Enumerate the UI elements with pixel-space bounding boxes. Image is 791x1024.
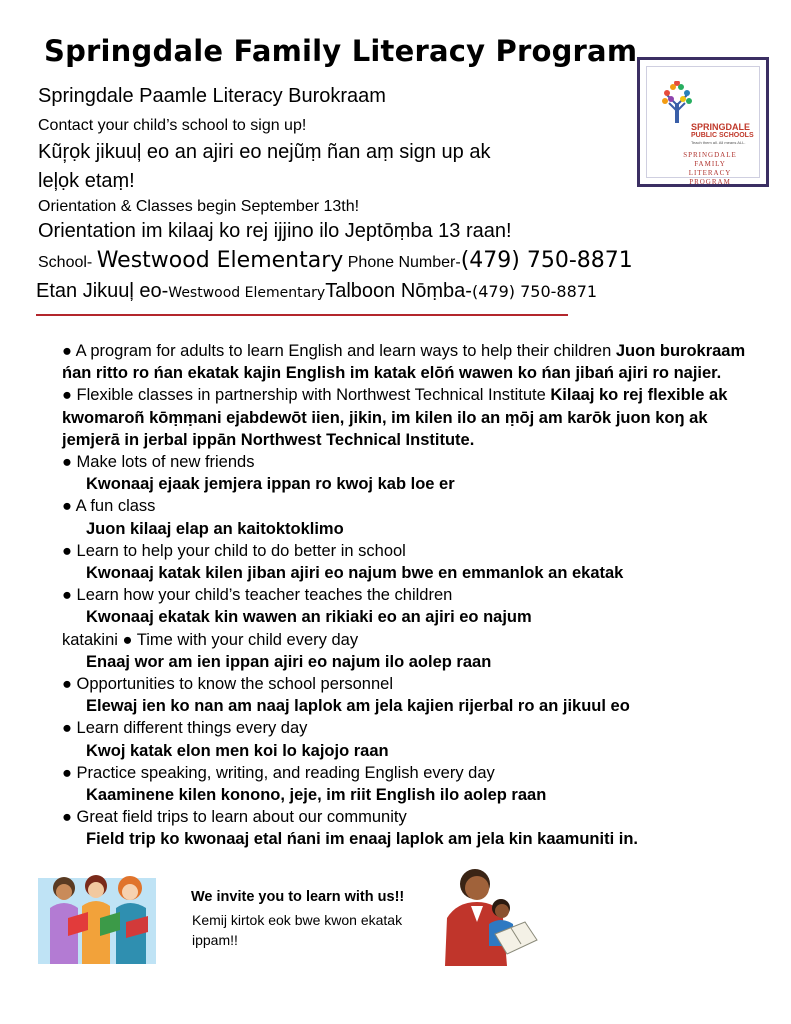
bullet-marshallese: Kwonaaj katak kilen jiban ajiri eo najum bwe en emmanlok an ekatak bbox=[86, 564, 624, 583]
contact-english: Contact your child’s school to sign up! bbox=[38, 117, 307, 134]
bullet-english: ● Flexible classes in partnership with Northwest Technical Institute bbox=[62, 386, 546, 405]
divider-line bbox=[36, 314, 568, 316]
bullet-marshallese: Juon burokraam ńan ritto ro ńan ekatak kajin English im katak elōń wawen ko ńan jibań ajiri ro najier. bbox=[62, 342, 746, 383]
bullet-marshallese: Elewaj ien ko nan am naaj laplok am jela kajien rijerbal ro an jikuul eo bbox=[86, 697, 630, 716]
list-item bbox=[62, 451, 762, 495]
tree-leaf bbox=[668, 96, 674, 102]
page-title: Springdale Family Literacy Program bbox=[44, 34, 638, 68]
bullet-english: katakini ● Time with your child every day bbox=[62, 630, 359, 649]
orientation-english: Orientation & Classes begin September 13th! bbox=[38, 198, 360, 215]
list-item bbox=[62, 495, 762, 539]
bullet-marshallese: Kwonaaj ejaak jemjera ippan ro kwoj kab loe er bbox=[86, 475, 455, 494]
school-name: Westwood Elementary bbox=[96, 248, 344, 273]
bullet-marshallese: Enaaj wor am ien ippan ajiri eo najum ilo aolep raan bbox=[86, 652, 492, 671]
school-label-marshallese: Etan Jikuuļ eo- bbox=[36, 280, 169, 302]
bullet-english: ● A fun class bbox=[62, 497, 156, 516]
list-item bbox=[62, 806, 762, 850]
school-phone-line bbox=[38, 248, 633, 273]
logo-frame bbox=[646, 66, 760, 186]
tree-leaf bbox=[662, 98, 668, 104]
tree-leaf bbox=[664, 90, 670, 96]
bullet-marshallese: Kwonaaj ekatak kin wawen an rikiaki eo an ajiri eo najum bbox=[86, 608, 532, 627]
tree-icon bbox=[661, 81, 693, 125]
father-child-reading-illustration bbox=[437, 862, 541, 966]
invite-english: We invite you to learn with us!! bbox=[191, 889, 405, 905]
phone-number-small: (479) 750-8871 bbox=[471, 282, 598, 301]
list-item bbox=[62, 584, 762, 628]
bullet-marshallese: Field trip ko kwonaaj etal ńani im enaaj laplok am jela kin kaamuniti in. bbox=[86, 830, 638, 849]
bullet-marshallese: Kwoj katak elon men koi lo kajojo raan bbox=[86, 741, 389, 760]
phone-number: (479) 750-8871 bbox=[460, 248, 633, 273]
contact-marshallese-line2: leļọk etaṃ! bbox=[38, 170, 135, 192]
list-item bbox=[62, 762, 762, 806]
list-item bbox=[62, 673, 762, 717]
bullet-marshallese: Kaaminene kilen konono, jeje, im riit English ilo aolep raan bbox=[86, 786, 547, 805]
list-item bbox=[62, 717, 762, 761]
list-item bbox=[62, 629, 762, 673]
tree-leaf bbox=[684, 90, 690, 96]
logo-program-name bbox=[647, 151, 773, 187]
logo-program-line: FAMILY bbox=[694, 160, 726, 168]
benefits-list bbox=[62, 340, 762, 851]
bullet-english: ● Great field trips to learn about our community bbox=[62, 808, 407, 827]
bullet-english: ● A program for adults to learn English and learn ways to help their children bbox=[62, 342, 612, 360]
phone-label: Phone Number- bbox=[347, 254, 461, 271]
school-phone-line-marshallese bbox=[36, 280, 597, 303]
orientation-marshallese: Orientation im kilaaj ko rej ijjino ilo Jeptōṃba 13 raan! bbox=[38, 220, 512, 242]
contact-marshallese-line1: Kũr̦ọk jikuuļ eo an ajiri eo nejũṃ ñan aṃ sign up ak bbox=[38, 141, 491, 163]
tree-leaf bbox=[680, 96, 686, 102]
school-label: School- bbox=[38, 254, 93, 271]
bullet-english: ● Practice speaking, writing, and reading English every day bbox=[62, 763, 495, 782]
page-title-marshallese: Springdale Paamle Literacy Burokraam bbox=[38, 85, 386, 107]
bullet-english: ● Learn different things every day bbox=[62, 719, 308, 738]
tree-leaf bbox=[686, 98, 692, 104]
school-district-logo bbox=[637, 57, 769, 187]
bullet-marshallese: Juon kilaaj elap an kaitoktoklimo bbox=[86, 519, 344, 538]
phone-label-marshallese: Talboon Nōṃba- bbox=[325, 280, 472, 302]
bullet-english: ● Opportunities to know the school personnel bbox=[62, 675, 393, 694]
logo-brand-name: SPRINGDALE bbox=[691, 122, 751, 132]
bullet-marshallese: Kilaaj ko rej flexible ak kwomaroñ kōṃṃani ejabdewōt iien, jikin, im kilen ilo an ṃōj am karōk juon koŋ ak jemjerā in jerbal ippān Northwest Technical Institute. bbox=[62, 386, 728, 449]
women-reading-illustration bbox=[38, 868, 156, 964]
bullet-english: ● Learn to help your child to do better in school bbox=[62, 541, 406, 560]
invite-marshallese: Kemij kirtok eok bwe kwon ekatak ippam!! bbox=[192, 912, 403, 948]
list-item bbox=[62, 384, 762, 451]
logo-motto: Teach them all. All means ALL. bbox=[691, 140, 746, 145]
logo-program-line: SPRINGDALE bbox=[683, 151, 737, 159]
logo-program-line: PROGRAM bbox=[689, 178, 731, 186]
list-item bbox=[62, 340, 762, 384]
bullet-english: ● Learn how your child’s teacher teaches the children bbox=[62, 586, 453, 605]
logo-brand-subtitle: PUBLIC SCHOOLS bbox=[691, 132, 754, 139]
school-name-small: Westwood Elementary bbox=[168, 285, 326, 301]
list-item bbox=[62, 540, 762, 584]
logo-program-line: LITERACY bbox=[688, 169, 732, 177]
bullet-english: ● Make lots of new friends bbox=[62, 453, 255, 472]
